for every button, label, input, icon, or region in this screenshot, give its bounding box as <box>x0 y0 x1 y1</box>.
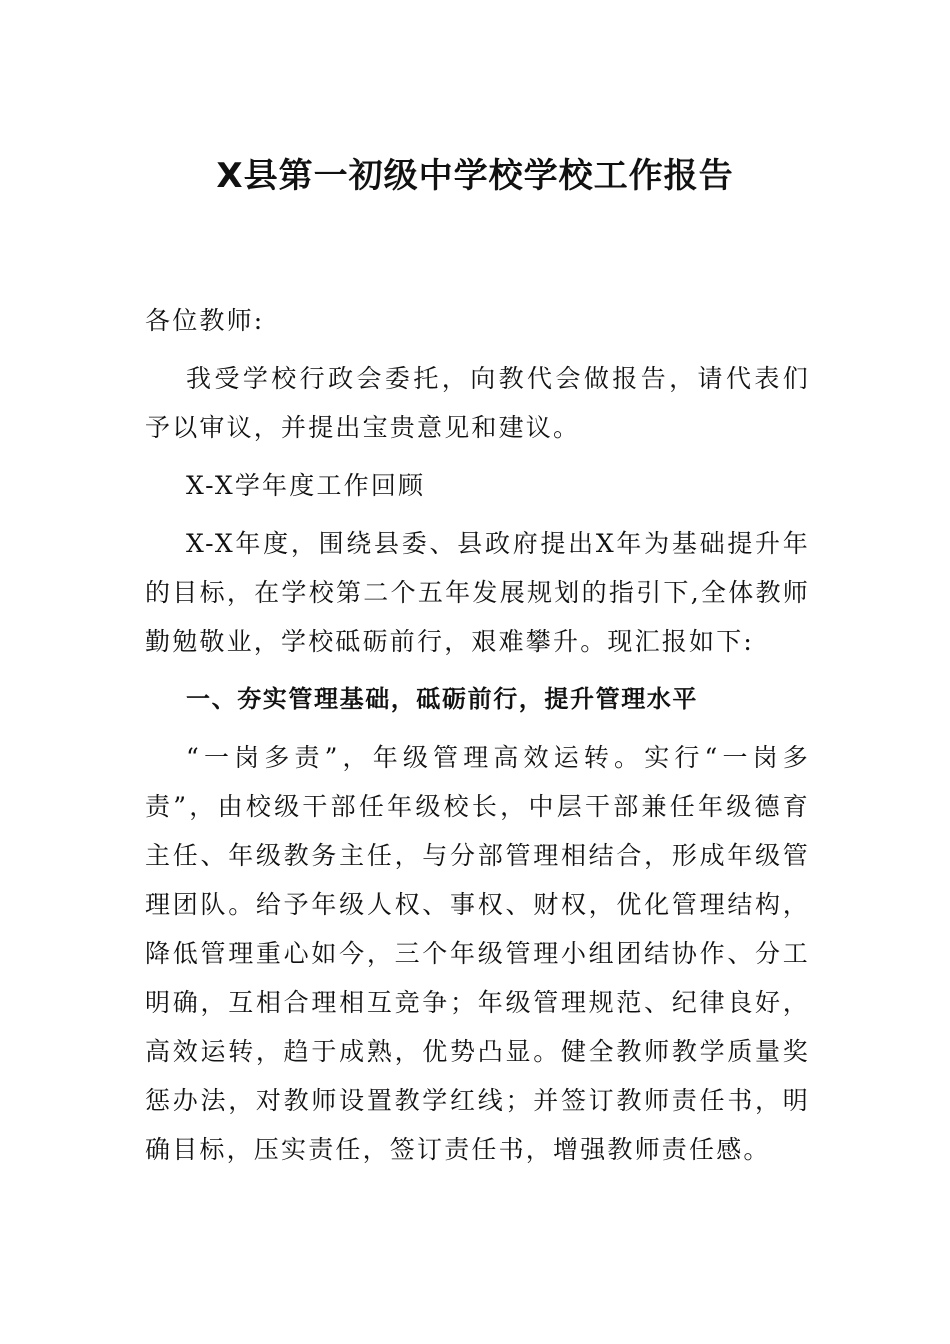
paragraph-management: “一岗多责”，年级管理高效运转。实行“一岗多责”，由校级干部任年级校长，中层干部兼任年级德育主任、年级教务主任，与分部管理相结合，形成年级管理团队。给予年级人权、事权、财权，优化管理结构，降低管理重心如今，三个年级管理小组团结协作、分工明确，互相合理相互竞争；年级管理规范、纪律良好，高效运转，趋于成熟，优势凸显。健全教师教学质量奖惩办法，对教师设置教学红线；并签订教师责任书，明确目标，压实责任，签订责任书，增强教师责任感。 <box>145 743 810 1164</box>
paragraph-overview: X-X年度，围绕县委、县政府提出X年为基础提升年的目标，在学校第二个五年发展规划的指引下,全体教师勤勉敬业，学校砥砺前行，艰难攀升。现汇报如下: <box>145 529 810 656</box>
document-title: X县第一初级中学校学校工作报告 <box>216 156 734 196</box>
paragraph-delegation: 我受学校行政会委托，向教代会做报告，请代表们予以审议，并提出宝贵意见和建议。 <box>145 364 810 442</box>
section-heading: 一、夯实管理基础，砥砺前行，提升管理水平 <box>186 685 698 713</box>
paragraph-review-heading: X-X学年度工作回顾 <box>186 471 426 500</box>
salutation: 各位教师: <box>145 306 265 335</box>
document-body <box>145 296 810 1174</box>
